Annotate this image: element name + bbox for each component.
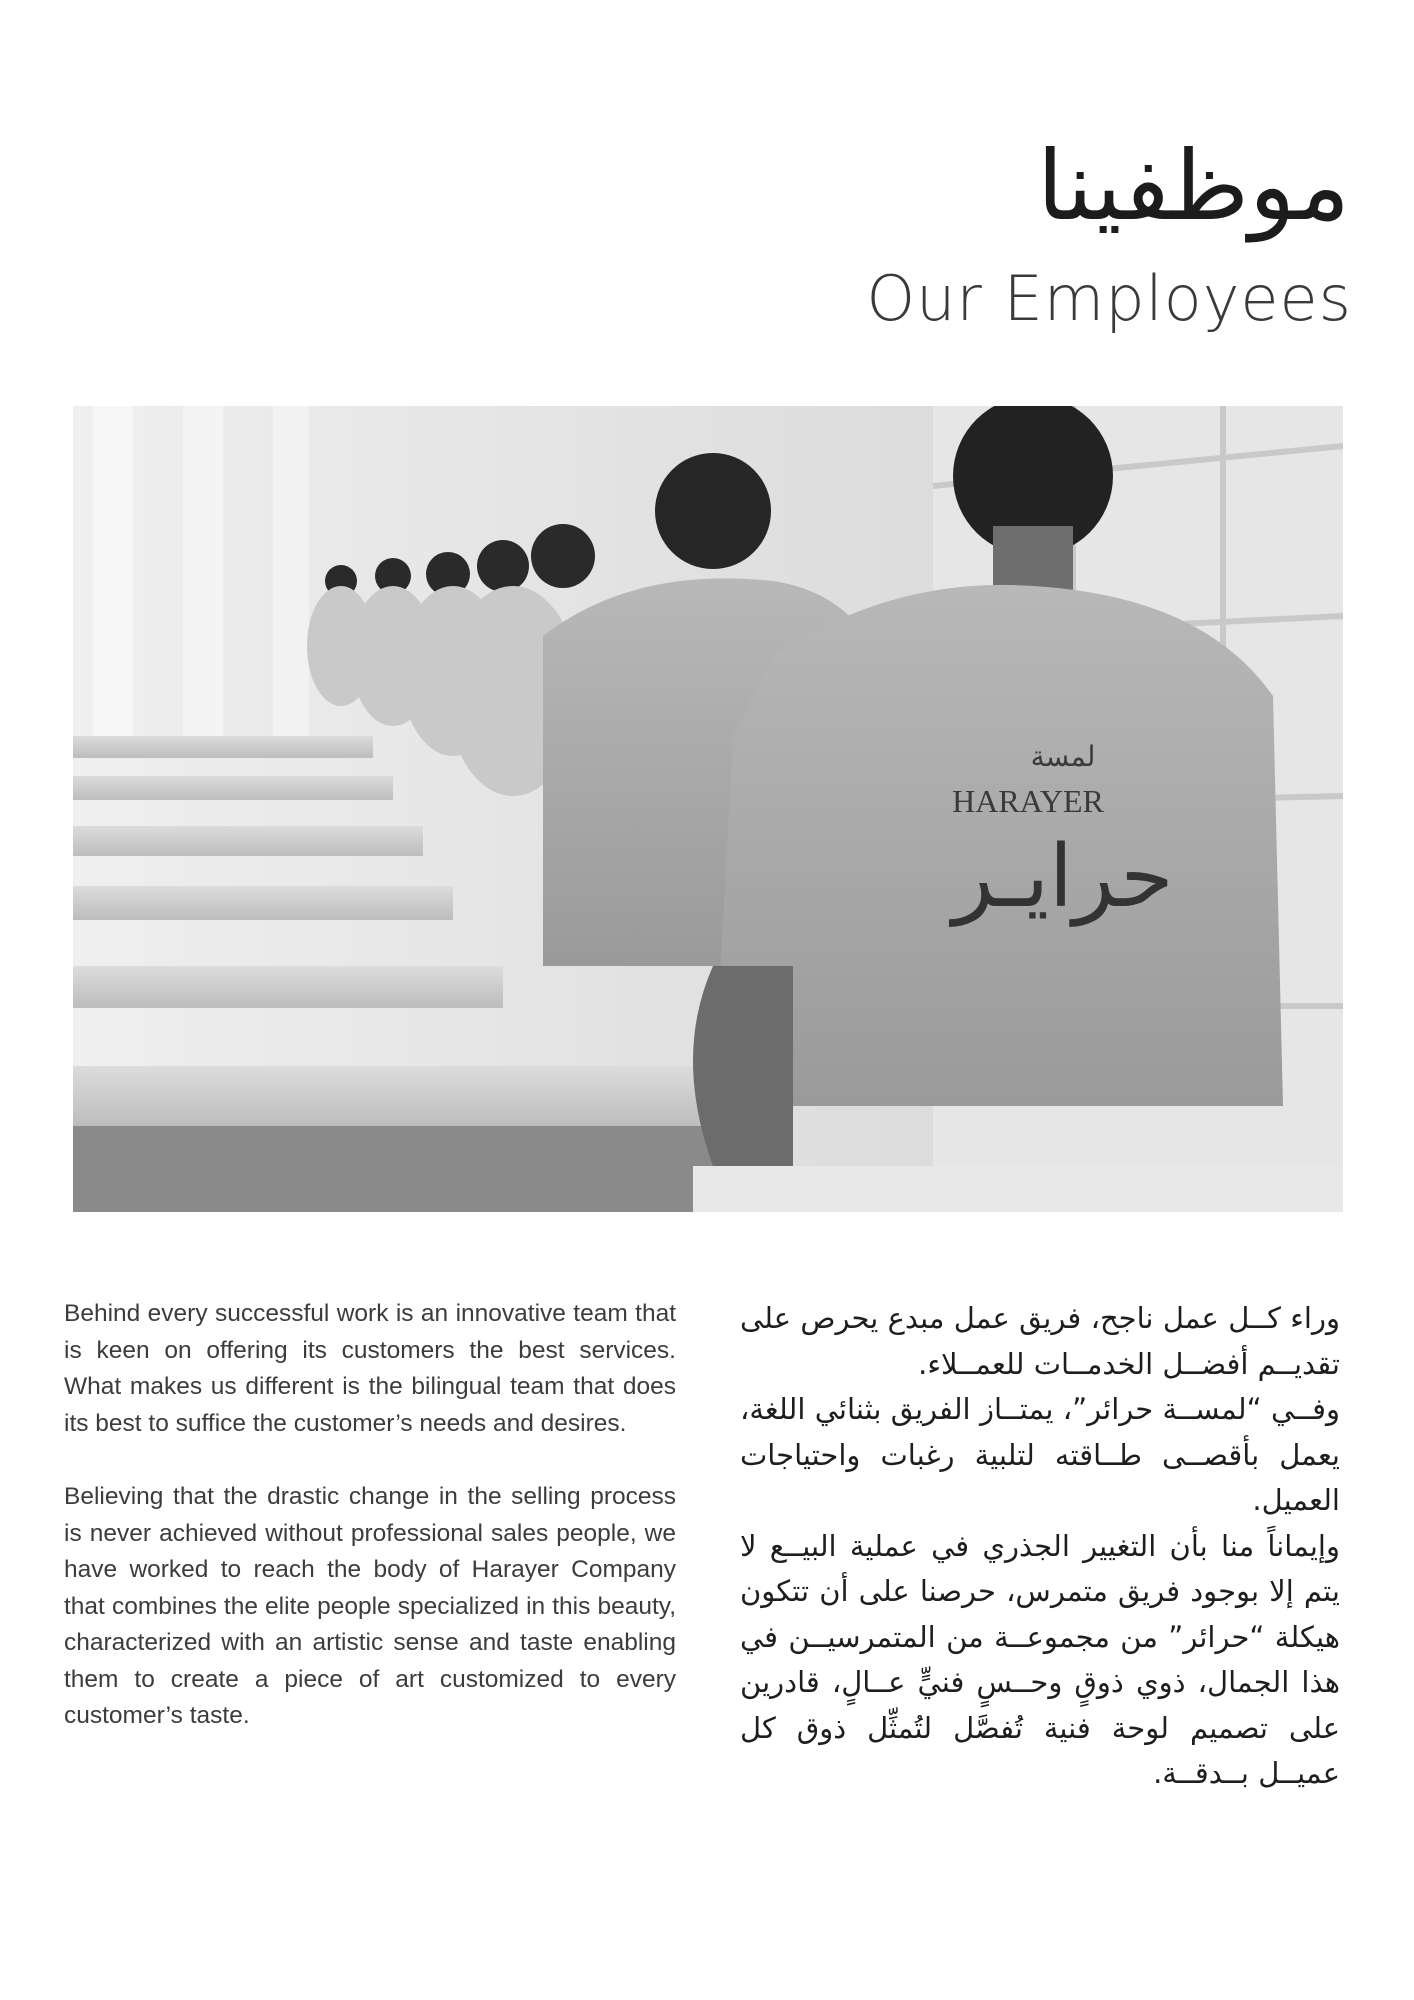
arabic-paragraph-3: وإيماناً منا بأن التغيير الجذري في عملية البيــع لا يتم إلا بوجود فريق متمرس، حرصنا على أن تتكون هيكلة “حرائر” من مجموعــة من المتمرسيــن في هذا الجمال، ذوي ذوقٍ وحــسٍ فنيٍّ عــالٍ، قادرين على تصميم لوحة فنية تُفصَّل لتُمثِّل ذوق كل عميــل بــدقــة. — [740, 1528, 1340, 1790]
page-title-arabic: موظفينا — [1036, 130, 1350, 242]
english-paragraph-1: Behind every successful work is an innovative team that is keen on offering its customers the best services. What makes us different is the bilingual team that does its best to suffice the customer’s needs and desires. — [64, 1300, 676, 1437]
page-title-english: Our Employees — [866, 262, 1352, 335]
shirt-logo-top: لمسة — [1030, 740, 1096, 773]
arabic-paragraph-2: وفــي “لمســة حرائر”، يمتــاز الفريق بثنائي اللغة، يعمل بأقصــى طــاقته لتلبية رغبات واحتياجات العميل. — [740, 1392, 1340, 1517]
arabic-paragraph-1: وراء كــل عمل ناجح، فريق عمل مبدع يحرص على تقديــم أفضــل الخدمــات للعمــلاء. — [740, 1301, 1340, 1381]
shirt-logo-brand: HARAYER — [952, 783, 1104, 819]
english-paragraph-2: Believing that the drastic change in the selling process is never achieved without professional sales people, we have worked to reach the body of Harayer Company that combines the elite people specialized in this beauty, characterized with an artistic sense and taste enabling them to create a piece of art customized to every customer’s taste. — [64, 1483, 676, 1729]
english-body — [64, 1296, 676, 1772]
arabic-body — [740, 1296, 1340, 1797]
shirt-logo-calligraphy: حرايـر — [952, 827, 1174, 927]
employees-photo — [73, 406, 1343, 1212]
